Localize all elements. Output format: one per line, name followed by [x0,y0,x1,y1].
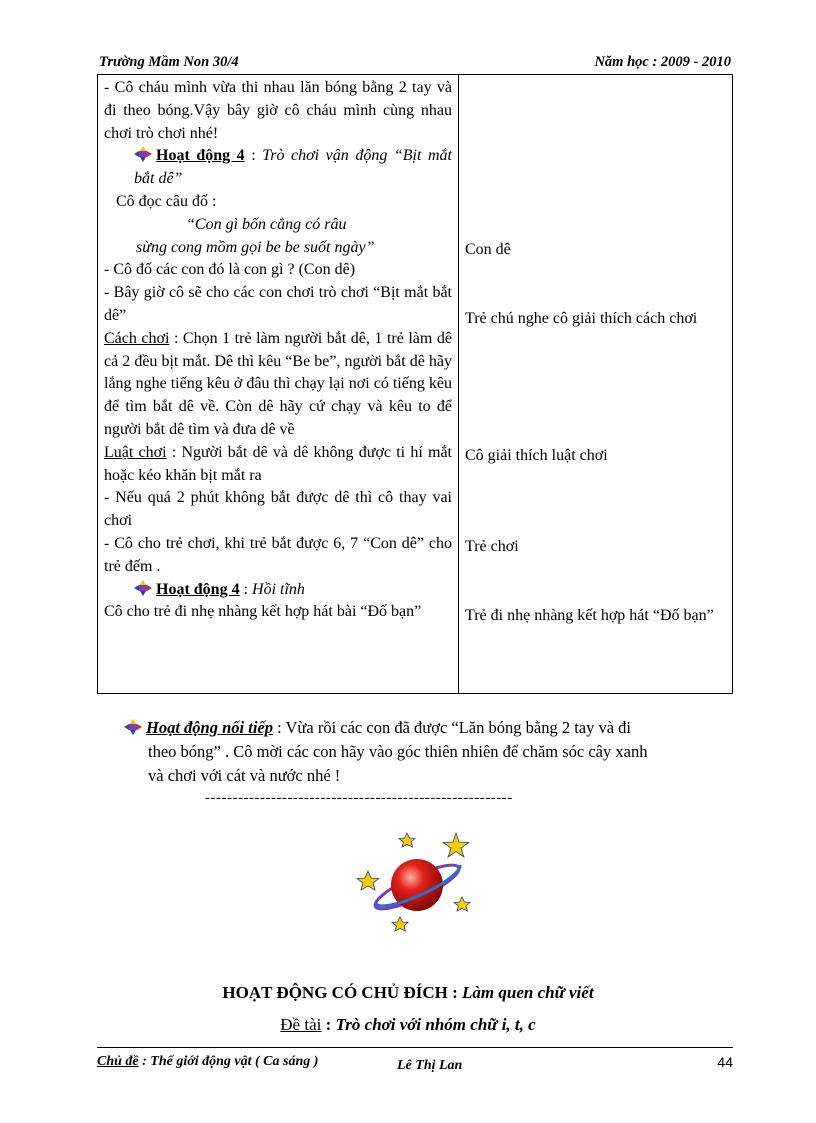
how-to-play-text: : Chọn 1 trẻ làm người bắt dê, 1 trẻ làm dê cả 2 đều bịt mắt. Dê thì kêu “Be be”, người bắt dê hãy lắng nghe tiếng kêu ở đâu thì chạy lại nơi có tiếng kêu để tìm bắt dê về. Còn dê hãy cứ chạy và kêu to để người bắt dê tìm và đưa dê về [104,329,452,438]
arrow-bullet-icon [124,719,142,735]
child-response-2: Trẻ chú nghe cô giải thích cách chơi [465,310,698,327]
activity-table [97,74,733,694]
count-paragraph: - Cô cho trẻ chơi, khi trẻ bắt được 6, 7 “Con dê” cho trẻ đếm . [104,534,452,575]
intro-paragraph: - Cô cháu mình vừa thi nhau lăn bóng bằng 2 tay và đi theo bóng.Vậy bây giờ cô cháu mình cùng nhau chơi trò chơi nhé! [104,79,452,142]
activity-4-heading: Hoạt động 4 : Trò chơi vận động “Bịt mắt bắt dê” [134,147,453,188]
topic-text: Trò chơi với nhóm chữ i, t, c [335,1015,536,1034]
arrow-bullet-icon [134,580,152,596]
rules [104,442,452,488]
table-column-divider [458,75,459,693]
school-year: Năm học : 2009 - 2010 [594,54,731,70]
planet-stars-clipart [352,825,477,940]
activity-4-text: Trò chơi vận động “Bịt mắt bắt dê” [134,147,453,188]
follow-up-title: Hoạt động nối tiếp [146,718,273,737]
follow-up-text-2: theo bóng” . Cô mời các con hãy vào góc thiên nhiên để chăm sóc cây xanh [148,742,648,761]
swap-paragraph: - Nếu quá 2 phút không bắt được dê thì cô thay vai chơi [104,489,452,530]
page-footer [97,1047,733,1074]
page-header [97,52,733,75]
lesson-heading: HOẠT ĐỘNG CÓ CHỦ ĐÍCH : Làm quen chữ viết [222,983,594,1002]
activity-4b-heading: Hoạt động 4 : Hồi tĩnh [134,579,452,602]
footer-theme: Chủ đề : Thế giới động vật ( Ca sáng ) [97,1054,319,1069]
topic-label: Đề tài [280,1015,322,1034]
riddle-line-2: sừng cong mồm gọi be be suốt ngày” [136,238,375,256]
child-response-5: Trẻ đi nhẹ nhàng kết hợp hát “Đố bạn” [465,607,714,624]
rules-label: Luật chơi [104,443,167,461]
lesson-heading-topic: Làm quen chữ viết [462,983,594,1002]
ending-paragraph: Cô cho trẻ đi nhẹ nhàng kết hợp hát bài “Đố bạn” [104,603,422,621]
teacher-activity-column [104,77,452,624]
rules-text: : Người bắt dê và dê không được ti hí mắt hoặc kéo khăn bịt mắt ra [104,443,453,484]
school-name: Trường Mầm Non 30/4 [99,54,239,70]
follow-up-text-1: : Vừa rồi các con đã được “Lăn bóng bằng 2 tay và đi [277,718,632,737]
how-to-play [104,328,452,442]
footer-author: Lê Thị Lan [397,1058,463,1073]
riddle-intro: Cô đọc câu đố : [116,192,217,210]
separator-line: -------------------------------------------------------- [205,790,513,806]
activity-4b-text: Hồi tĩnh [252,580,305,598]
follow-up-text-3: và chơi với cát và nước nhé ! [148,766,341,785]
play-paragraph: - Bây giờ cô sẽ cho các con chơi trò chơi “Bịt mắt bắt dê” [104,284,452,324]
how-to-play-label: Cách chơi [104,329,170,347]
child-response-4: Trẻ chơi [465,538,519,555]
page-number: 44 [717,1054,733,1070]
child-response-3: Cô giải thích luật chơi [465,447,608,464]
question-paragraph: - Cô đố các con đó là con gì ? (Con dê) [104,261,356,279]
arrow-bullet-icon [134,146,152,162]
lesson-topic: Đề tài : Trò chơi với nhóm chữ i, t, c [280,1015,536,1034]
activity-4-title: Hoạt động 4 [156,147,245,165]
follow-up-activity [126,716,726,788]
riddle-line-1: “Con gì bốn cẳng có râu [186,215,347,233]
activity-4b-title: Hoạt động 4 [156,580,240,598]
child-response-1: Con dê [465,241,511,258]
